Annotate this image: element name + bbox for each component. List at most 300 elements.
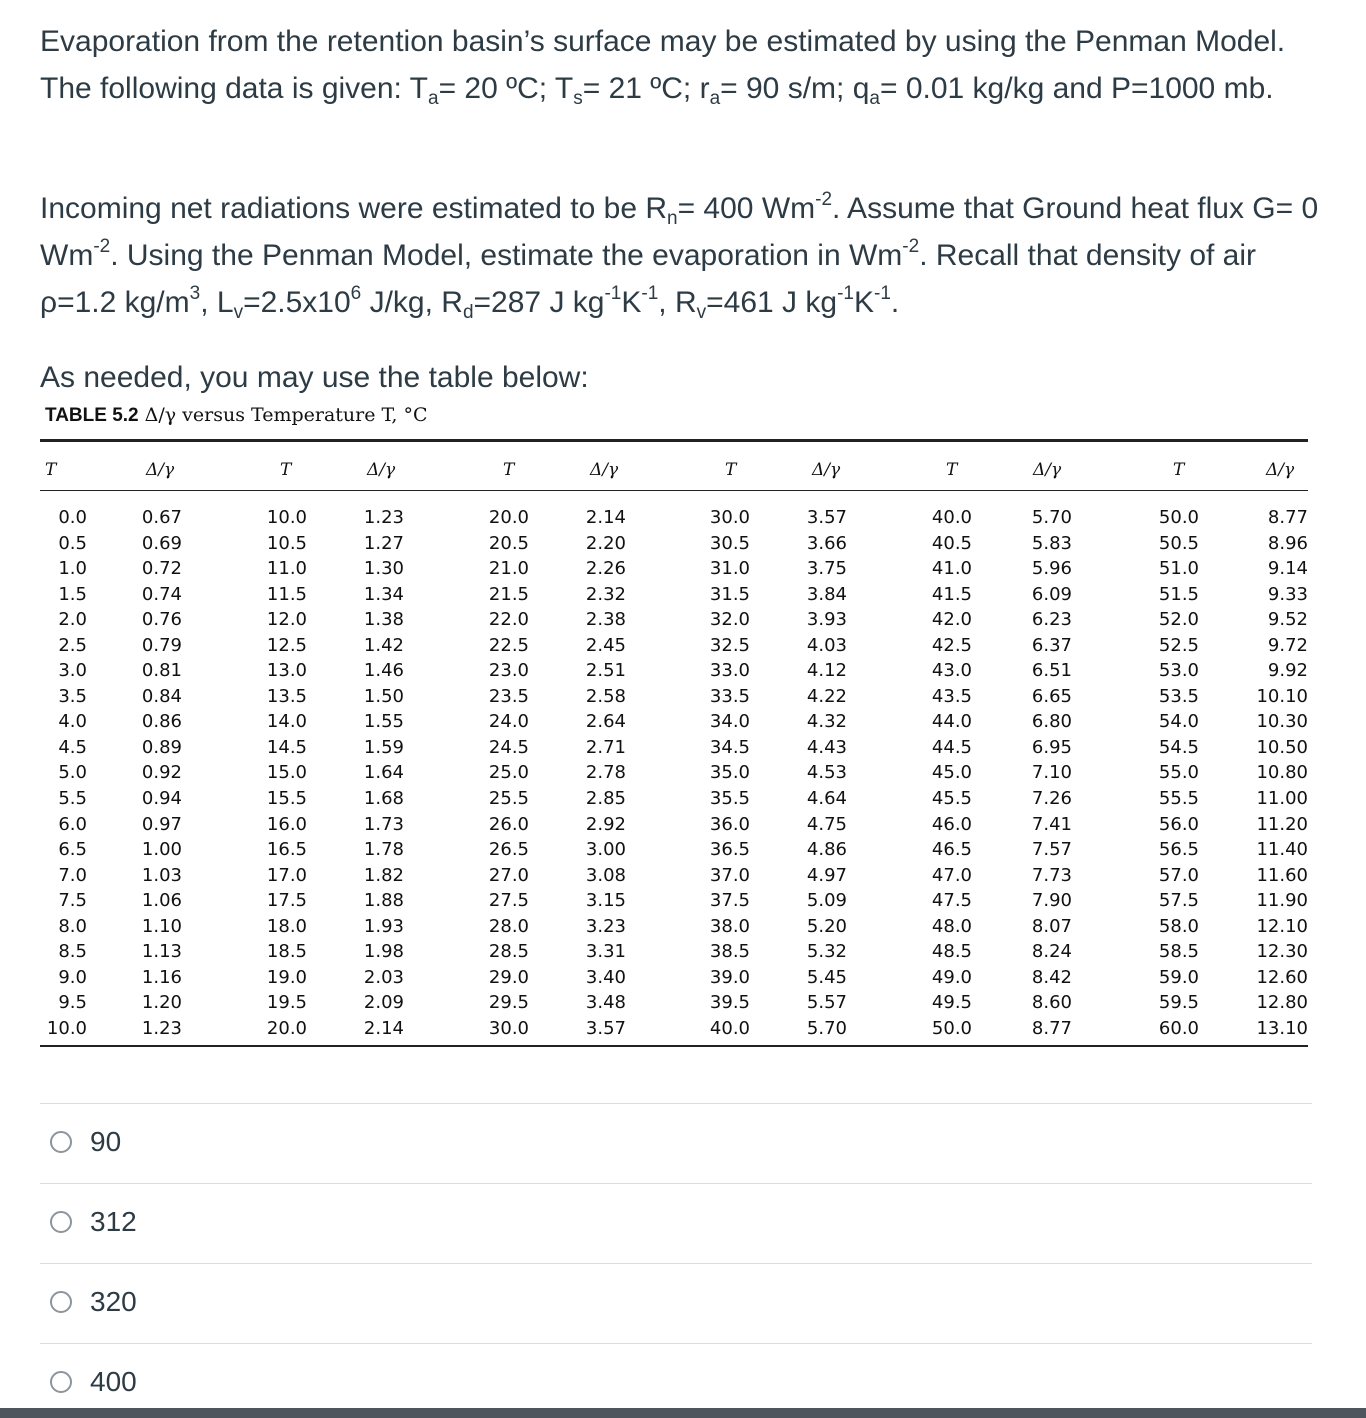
option-divider: [40, 1103, 1312, 1104]
table-cell: 15.0: [266, 762, 307, 784]
table-column-ratio: [795, 505, 847, 1041]
table-cell: 5.70: [806, 1017, 847, 1039]
table-cell: 4.43: [806, 736, 847, 758]
table-cell: 5.20: [806, 915, 847, 937]
table-cell: 3.23: [585, 915, 626, 937]
table-cell: 13.10: [1256, 1017, 1308, 1039]
table-cell: 9.14: [1267, 558, 1308, 580]
table-cell: 47.0: [931, 864, 972, 886]
table-cell: 38.5: [709, 941, 750, 963]
table-cell: 48.5: [931, 941, 972, 963]
table-cell: 6.95: [1031, 736, 1072, 758]
table-cell: 7.5: [58, 890, 87, 912]
table-cell: 46.0: [931, 813, 972, 835]
table-cell: 30.5: [709, 532, 750, 554]
table-cell: 0.0: [58, 507, 87, 528]
table-cell: 0.97: [141, 813, 182, 835]
table-cell: 21.0: [488, 558, 529, 580]
table-cell: 0.69: [141, 532, 182, 554]
table-cell: 8.0: [58, 915, 87, 937]
table-cell: 14.0: [266, 711, 307, 733]
table-column-t: [1147, 505, 1199, 1041]
table-cell: 3.40: [585, 966, 626, 988]
table-cell: 57.0: [1158, 864, 1199, 886]
table-cell: 2.32: [585, 583, 626, 605]
table-cell: 5.0: [58, 762, 87, 784]
table-cell: 12.60: [1256, 966, 1308, 988]
table-cell: 3.93: [806, 609, 847, 631]
table-cell: 42.0: [931, 609, 972, 631]
table-cell: 2.78: [585, 762, 626, 784]
table-header-ratio: Δ/γ: [590, 460, 619, 480]
table-cell: 52.5: [1158, 634, 1199, 656]
table-cell: 33.0: [709, 660, 750, 682]
table-cell: 6.0: [58, 813, 87, 835]
table-cell: 1.23: [141, 1017, 182, 1039]
table-caption: [45, 404, 428, 427]
table-cell: 60.0: [1158, 1017, 1199, 1039]
table-cell: 10.30: [1256, 711, 1308, 733]
table-cell: 10.0: [266, 507, 307, 528]
window-bottom-bar: [0, 1408, 1366, 1418]
table-cell: 2.64: [585, 711, 626, 733]
table-cell: 19.0: [266, 966, 307, 988]
table-cell: 2.14: [585, 507, 626, 528]
option-label: 400: [90, 1366, 137, 1397]
table-cell: 56.5: [1158, 839, 1199, 861]
table-cell: 1.5: [58, 583, 87, 605]
table-cell: 0.86: [141, 711, 182, 733]
table-cell: 29.0: [488, 966, 529, 988]
table-cell: 9.0: [58, 966, 87, 988]
table-cell: 59.0: [1158, 966, 1199, 988]
table-cell: 8.77: [1267, 507, 1308, 528]
table-cell: 55.0: [1158, 762, 1199, 784]
table-cell: 5.57: [806, 992, 847, 1014]
option-divider: [40, 1183, 1312, 1184]
table-cell: 34.0: [709, 711, 750, 733]
table-header-t: T: [280, 460, 292, 480]
table-cell: 25.0: [488, 762, 529, 784]
table-cell: 2.0: [58, 609, 87, 631]
table-header-ratio: Δ/γ: [812, 460, 841, 480]
table-cell: 7.41: [1031, 813, 1072, 835]
table-cell: 44.5: [931, 736, 972, 758]
table-cell: 27.5: [488, 890, 529, 912]
table-cell: 8.60: [1031, 992, 1072, 1014]
table-cell: 41.0: [931, 558, 972, 580]
table-cell: 14.5: [266, 736, 307, 758]
radio-button[interactable]: [50, 1211, 72, 1233]
table-cell: 45.5: [931, 788, 972, 810]
table-cell: 51.0: [1158, 558, 1199, 580]
table-cell: 7.0: [58, 864, 87, 886]
table-cell: 1.42: [363, 634, 404, 656]
table-cell: 3.0: [58, 660, 87, 682]
table-cell: 32.5: [709, 634, 750, 656]
table-cell: 13.0: [266, 660, 307, 682]
table-cell: 1.59: [363, 736, 404, 758]
table-cell: 9.33: [1267, 583, 1308, 605]
table-cell: 0.84: [141, 685, 182, 707]
table-column-t: [477, 505, 529, 1041]
table-cell: 11.5: [266, 583, 307, 605]
table-cell: 16.0: [266, 813, 307, 835]
table-bottom-rule: [40, 1045, 1308, 1047]
table-cell: 2.92: [585, 813, 626, 835]
table-cell: 22.5: [488, 634, 529, 656]
table-cell: 15.5: [266, 788, 307, 810]
table-cell: 12.80: [1256, 992, 1308, 1014]
table-cell: 2.45: [585, 634, 626, 656]
table-cell: 8.42: [1031, 966, 1072, 988]
table-cell: 5.96: [1031, 558, 1072, 580]
table-cell: 8.77: [1031, 1017, 1072, 1039]
table-cell: 6.65: [1031, 685, 1072, 707]
table-cell: 37.0: [709, 864, 750, 886]
table-cell: 1.0: [58, 558, 87, 580]
option-divider: [40, 1263, 1312, 1264]
table-cell: 36.0: [709, 813, 750, 835]
table-column-t: [920, 505, 972, 1041]
table-cell: 41.5: [931, 583, 972, 605]
table-cell: 4.75: [806, 813, 847, 835]
table-cell: 3.31: [585, 941, 626, 963]
table-cell: 43.5: [931, 685, 972, 707]
table-cell: 3.15: [585, 890, 626, 912]
table-column-t: [698, 505, 750, 1041]
table-cell: 7.57: [1031, 839, 1072, 861]
question-paragraph-2: Incoming net radiations were estimated to be $R_n= 400$ $Wm^{-2}$. Assume that Ground heat flux G= 0 $Wm^{-2}$. Using the Penman Model, estimate the evaporation in $Wm^{-2}$. Recall that density of air ρ=1.2 $kg/m^3$, $L_v=2.5x10^6$ J/kg, $R_d=287$ J $kg^{-1}K^{-1}$, $R_v=461$ J $kg^{-1}K^{-1}$.: [40, 189, 1319, 323]
table-cell: 28.0: [488, 915, 529, 937]
table-header-t: T: [946, 460, 958, 480]
table-cell: 37.5: [709, 890, 750, 912]
table-cell: 1.88: [363, 890, 404, 912]
table-header-ratio: Δ/γ: [1033, 460, 1062, 480]
table-cell: 20.5: [488, 532, 529, 554]
table-cell: 2.09: [363, 992, 404, 1014]
table-cell: 4.86: [806, 839, 847, 861]
table-cell: 11.40: [1256, 839, 1308, 861]
table-cell: 7.73: [1031, 864, 1072, 886]
table-cell: 55.5: [1158, 788, 1199, 810]
table-cell: 24.0: [488, 711, 529, 733]
table-cell: 35.0: [709, 762, 750, 784]
table-cell: 9.5: [58, 992, 87, 1014]
table-cell: 5.5: [58, 788, 87, 810]
table-cell: 12.30: [1256, 941, 1308, 963]
table-cell: 52.0: [1158, 609, 1199, 631]
table-cell: 6.23: [1031, 609, 1072, 631]
table-column-ratio: [352, 505, 404, 1041]
table-cell: 6.37: [1031, 634, 1072, 656]
table-cell: 10.0: [46, 1017, 87, 1039]
table-cell: 0.79: [141, 634, 182, 656]
table-cell: 1.73: [363, 813, 404, 835]
table-cell: 31.5: [709, 583, 750, 605]
table-cell: 2.58: [585, 685, 626, 707]
table-cell: 59.5: [1158, 992, 1199, 1014]
table-cell: 44.0: [931, 711, 972, 733]
table-cell: 18.0: [266, 915, 307, 937]
table-cell: 4.0: [58, 711, 87, 733]
table-cell: 42.5: [931, 634, 972, 656]
table-cell: 1.82: [363, 864, 404, 886]
table-cell: 47.5: [931, 890, 972, 912]
option-label: 312: [90, 1206, 137, 1237]
table-cell: 4.22: [806, 685, 847, 707]
table-cell: 3.08: [585, 864, 626, 886]
table-cell: 31.0: [709, 558, 750, 580]
table-cell: 40.5: [931, 532, 972, 554]
table-header-ratio: Δ/γ: [1266, 460, 1295, 480]
table-cell: 1.30: [363, 558, 404, 580]
table-cell: 2.5: [58, 634, 87, 656]
table-cell: 4.64: [806, 788, 847, 810]
table-cell: 4.03: [806, 634, 847, 656]
table-cell: 30.0: [709, 507, 750, 528]
table-cell: 7.26: [1031, 788, 1072, 810]
table-cell: 1.98: [363, 941, 404, 963]
table-cell: 1.10: [141, 915, 182, 937]
table-cell: 12.10: [1256, 915, 1308, 937]
table-cell: 1.20: [141, 992, 182, 1014]
question-paragraph-1: Evaporation from the retention basin’s surface may be estimated by using the Penman Model. The following data is given: $T_a= 20$ ºC; $T_s= 21$ ºC; $r_a= 90$ s/m; $q_a= 0.01$ kg/kg and P=1000 mb.: [40, 25, 1286, 109]
table-cell: 28.5: [488, 941, 529, 963]
table-cell: 35.5: [709, 788, 750, 810]
table-cell: 6.51: [1031, 660, 1072, 682]
table-cell: 0.5: [58, 532, 87, 554]
table-header-t: T: [45, 460, 57, 480]
table-cell: 50.0: [931, 1017, 972, 1039]
table-cell: 8.96: [1267, 532, 1308, 554]
answer-option-90[interactable]: [50, 1122, 121, 1162]
table-cell: 3.00: [585, 839, 626, 861]
table-caption-label: TABLE 5.2: [45, 405, 139, 426]
table-cell: 1.50: [363, 685, 404, 707]
table-cell: 56.0: [1158, 813, 1199, 835]
table-cell: 7.90: [1031, 890, 1072, 912]
table-cell: 2.51: [585, 660, 626, 682]
table-cell: 6.09: [1031, 583, 1072, 605]
table-cell: 2.20: [585, 532, 626, 554]
table-cell: 1.68: [363, 788, 404, 810]
option-label: 320: [90, 1286, 137, 1317]
table-cell: 22.0: [488, 609, 529, 631]
table-header-t: T: [725, 460, 737, 480]
table-cell: 0.72: [141, 558, 182, 580]
table-cell: 11.20: [1256, 813, 1308, 835]
table-cell: 27.0: [488, 864, 529, 886]
table-cell: 9.72: [1267, 634, 1308, 656]
table-cell: 53.5: [1158, 685, 1199, 707]
table-cell: 54.5: [1158, 736, 1199, 758]
table-cell: 11.0: [266, 558, 307, 580]
table-cell: 30.0: [488, 1017, 529, 1039]
table-cell: 38.0: [709, 915, 750, 937]
table-cell: 4.32: [806, 711, 847, 733]
table-cell: 58.5: [1158, 941, 1199, 963]
table-cell: 1.46: [363, 660, 404, 682]
table-header-t: T: [1173, 460, 1185, 480]
table-cell: 1.00: [141, 839, 182, 861]
table-cell: 3.5: [58, 685, 87, 707]
table-cell: 9.52: [1267, 609, 1308, 631]
option-label: 90: [90, 1126, 122, 1157]
table-cell: 5.70: [1031, 507, 1072, 528]
table-cell: 0.92: [141, 762, 182, 784]
table-cell: 17.5: [266, 890, 307, 912]
table-cell: 16.5: [266, 839, 307, 861]
table-cell: 10.10: [1256, 685, 1308, 707]
table-cell: 2.71: [585, 736, 626, 758]
table-cell: 54.0: [1158, 711, 1199, 733]
table-column-ratio: [1017, 505, 1072, 1041]
table-cell: 25.5: [488, 788, 529, 810]
table-cell: 23.0: [488, 660, 529, 682]
table-cell: 19.5: [266, 992, 307, 1014]
table-header-ratio: Δ/γ: [367, 460, 396, 480]
table-cell: 26.0: [488, 813, 529, 835]
question-paragraph-3: As needed, you may use the table below:: [40, 361, 589, 394]
table-cell: 0.76: [141, 609, 182, 631]
table-cell: 57.5: [1158, 890, 1199, 912]
table-cell: 24.5: [488, 736, 529, 758]
table-header-t: T: [503, 460, 515, 480]
table-cell: 21.5: [488, 583, 529, 605]
table-top-rule: [40, 439, 1308, 442]
table-cell: 1.16: [141, 966, 182, 988]
table-cell: 4.12: [806, 660, 847, 682]
table-cell: 8.24: [1031, 941, 1072, 963]
table-cell: 46.5: [931, 839, 972, 861]
table-cell: 11.00: [1256, 788, 1308, 810]
answer-option-320[interactable]: [50, 1282, 137, 1322]
table-cell: 3.48: [585, 992, 626, 1014]
table-cell: 3.75: [806, 558, 847, 580]
table-cell: 11.60: [1256, 864, 1308, 886]
table-cell: 2.85: [585, 788, 626, 810]
table-cell: 10.50: [1256, 736, 1308, 758]
table-cell: 3.66: [806, 532, 847, 554]
table-cell: 26.5: [488, 839, 529, 861]
table-cell: 5.83: [1031, 532, 1072, 554]
table-column-ratio: [130, 505, 182, 1041]
table-cell: 40.0: [709, 1017, 750, 1039]
table-cell: 1.13: [141, 941, 182, 963]
table-cell: 0.81: [141, 660, 182, 682]
table-cell: 2.14: [363, 1017, 404, 1039]
table-cell: 6.5: [58, 839, 87, 861]
table-cell: 3.57: [585, 1017, 626, 1039]
table-cell: 2.38: [585, 609, 626, 631]
table-cell: 1.38: [363, 609, 404, 631]
table-cell: 1.06: [141, 890, 182, 912]
table-cell: 1.93: [363, 915, 404, 937]
table-cell: 40.0: [931, 507, 972, 528]
radio-button[interactable]: [50, 1131, 72, 1153]
table-caption-text: Δ/γ versus Temperature T, °C: [138, 404, 428, 426]
table-cell: 11.90: [1256, 890, 1308, 912]
table-cell: 23.5: [488, 685, 529, 707]
table-cell: 0.67: [141, 507, 182, 528]
table-cell: 34.5: [709, 736, 750, 758]
table-cell: 8.5: [58, 941, 87, 963]
table-cell: 4.53: [806, 762, 847, 784]
table-cell: 10.80: [1256, 762, 1308, 784]
table-cell: 20.0: [488, 507, 529, 528]
table-cell: 8.07: [1031, 915, 1072, 937]
table-header-ratio: Δ/γ: [146, 460, 175, 480]
table-column-t: [42, 505, 87, 1041]
table-cell: 7.10: [1031, 762, 1072, 784]
table-cell: 5.45: [806, 966, 847, 988]
table-cell: 50.5: [1158, 532, 1199, 554]
table-column-t: [255, 505, 307, 1041]
table-header-rule: [40, 490, 1308, 491]
table-cell: 53.0: [1158, 660, 1199, 682]
table-cell: 13.5: [266, 685, 307, 707]
table-cell: 33.5: [709, 685, 750, 707]
table-cell: 1.64: [363, 762, 404, 784]
table-cell: 5.09: [806, 890, 847, 912]
radio-button[interactable]: [50, 1371, 72, 1393]
table-cell: 4.5: [58, 736, 87, 758]
table-cell: 12.5: [266, 634, 307, 656]
table-column-ratio: [574, 505, 626, 1041]
table-cell: 29.5: [488, 992, 529, 1014]
table-cell: 50.0: [1158, 507, 1199, 528]
answer-option-312[interactable]: [50, 1202, 137, 1242]
table-cell: 58.0: [1158, 915, 1199, 937]
table-cell: 2.03: [363, 966, 404, 988]
table-cell: 43.0: [931, 660, 972, 682]
table-cell: 4.97: [806, 864, 847, 886]
table-cell: 1.27: [363, 532, 404, 554]
table-column-ratio: [1240, 505, 1308, 1041]
table-cell: 3.57: [806, 507, 847, 528]
table-cell: 0.94: [141, 788, 182, 810]
table-cell: 36.5: [709, 839, 750, 861]
table-cell: 20.0: [266, 1017, 307, 1039]
table-cell: 1.55: [363, 711, 404, 733]
table-cell: 1.23: [363, 507, 404, 528]
table-cell: 0.74: [141, 583, 182, 605]
table-cell: 39.5: [709, 992, 750, 1014]
table-cell: 0.89: [141, 736, 182, 758]
table-cell: 12.0: [266, 609, 307, 631]
table-cell: 18.5: [266, 941, 307, 963]
radio-button[interactable]: [50, 1291, 72, 1313]
answer-option-400[interactable]: [50, 1362, 137, 1402]
table-cell: 48.0: [931, 915, 972, 937]
table-cell: 17.0: [266, 864, 307, 886]
table-cell: 10.5: [266, 532, 307, 554]
table-cell: 49.5: [931, 992, 972, 1014]
table-cell: 39.0: [709, 966, 750, 988]
table-cell: 5.32: [806, 941, 847, 963]
table-cell: 45.0: [931, 762, 972, 784]
table-cell: 51.5: [1158, 583, 1199, 605]
option-divider: [40, 1343, 1312, 1344]
table-cell: 1.03: [141, 864, 182, 886]
table-cell: 49.0: [931, 966, 972, 988]
table-cell: 32.0: [709, 609, 750, 631]
table-cell: 6.80: [1031, 711, 1072, 733]
table-cell: 3.84: [806, 583, 847, 605]
table-cell: 2.26: [585, 558, 626, 580]
table-cell: 9.92: [1267, 660, 1308, 682]
